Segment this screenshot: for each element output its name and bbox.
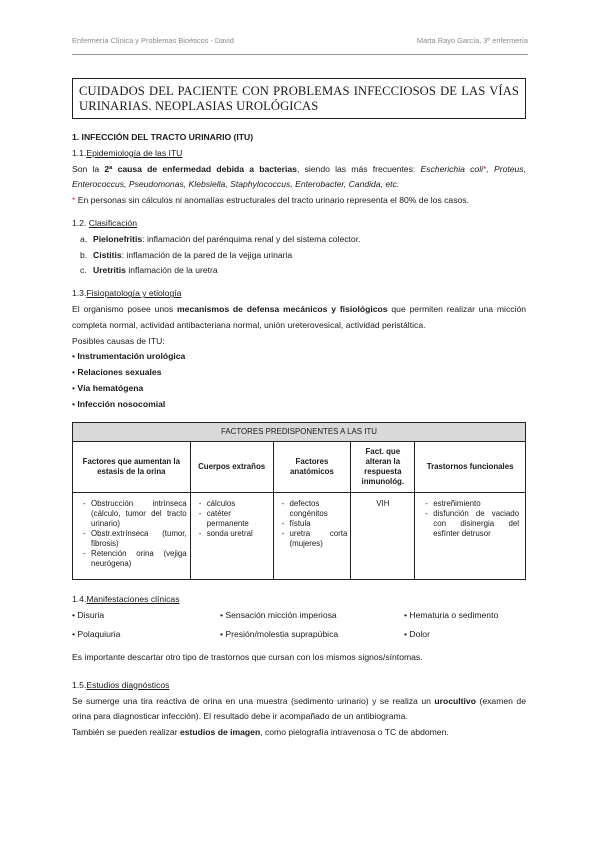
list-item	[72, 397, 526, 413]
cell-item	[282, 519, 348, 529]
dash-marker: -	[425, 498, 428, 508]
subsection-classification	[72, 216, 526, 232]
diagnostics-paragraph-2	[72, 725, 526, 741]
manifestation-label: Dolor	[409, 629, 430, 640]
manifestation-item	[220, 627, 404, 643]
column-header: Trastornos funcionales	[415, 441, 526, 492]
manifestation-item	[404, 627, 526, 643]
bullet-icon: •	[72, 629, 76, 640]
list-item	[72, 381, 526, 397]
text-run: También se pueden realizar	[72, 727, 180, 738]
dash-marker: -	[83, 528, 86, 538]
bullet-icon: •	[72, 351, 76, 362]
subsection-label: Manifestaciones clínicas	[86, 593, 180, 604]
description: inflamación de la uretra	[125, 265, 218, 276]
causes-intro: Posibles causas de ITU:	[72, 335, 165, 346]
spacer	[72, 209, 526, 216]
dash-marker: -	[198, 528, 202, 538]
table-title: FACTORES PREDISPONENTES A LAS ITU	[73, 422, 526, 441]
term: Uretritis	[93, 265, 126, 276]
text-run: Son la	[72, 163, 105, 174]
manifestation-label: Presión/molestia suprapúbica	[225, 629, 339, 640]
document-title	[72, 78, 526, 119]
description: : inflamación de la pared de la vejiga urinaria	[121, 249, 293, 260]
bullet-icon: •	[72, 367, 76, 378]
cell-text: uretra corta (mujeres)	[289, 528, 348, 548]
list-marker: b.	[80, 249, 88, 260]
cell-text: Obstrucción intrínseca (cálculo, tumor del tracto urinario)	[91, 498, 187, 528]
cell-item	[199, 499, 270, 509]
cell-text: catéter permanente	[206, 508, 249, 528]
spacer	[72, 666, 526, 678]
table-title-row	[73, 422, 526, 441]
bullet-icon: •	[404, 629, 408, 640]
bullet-icon: •	[220, 629, 224, 640]
spacer	[72, 580, 526, 592]
dash-marker: -	[281, 528, 285, 538]
cell-text: Obstr.extrínseca (tumor, fibrosis)	[91, 528, 187, 548]
spacer	[72, 279, 526, 286]
subsection-label: Epidemiología de las ITU	[86, 147, 183, 158]
dash-marker: -	[198, 498, 202, 508]
list-item	[72, 349, 526, 365]
text-run: Se sumerge una tira reactiva de orina en una muestra (sedimento urinario) y se realiza un	[72, 695, 435, 706]
predisposing-factors-table	[72, 422, 526, 580]
italic-run: Escherichia coli	[420, 163, 484, 174]
manifestation-label: Sensación micción imperiosa	[225, 610, 337, 621]
bullet-icon: •	[72, 610, 76, 621]
subsection-label: Estudios diagnósticos	[86, 679, 170, 690]
list-item	[72, 248, 526, 264]
table-cell: VIH	[351, 492, 415, 579]
manifestation-item	[72, 627, 220, 643]
text-run: que permiten realizar una micción completa normal, actividad antibacteriana normal, unión ureterovesical, actividad peristáltica.	[72, 303, 527, 330]
column-header: Fact. que alteran la respuesta inmunológ.	[351, 441, 415, 492]
cell-text: fístula	[289, 518, 311, 528]
subsection-physiopathology	[72, 286, 526, 302]
bullet-icon: •	[72, 382, 76, 393]
classification-list	[72, 232, 526, 279]
manifestation-item	[404, 608, 526, 624]
physiopathology-paragraph	[72, 302, 526, 334]
bullet-icon: •	[72, 398, 76, 409]
list-marker: a.	[80, 233, 88, 244]
table-row	[73, 492, 526, 579]
subsection-epidemiology	[72, 146, 526, 162]
section-heading: 1. INFECCIÓN DEL TRACTO URINARIO (ITU)	[72, 132, 254, 142]
subsection-number: 1.4.	[72, 593, 87, 604]
text-run: El organismo posee unos	[72, 303, 178, 314]
cell-item	[199, 529, 270, 539]
term: Pielonefritis	[93, 233, 143, 244]
table-cell	[73, 492, 191, 579]
bold-run: 2ª causa de enfermedad debida a bacterias	[104, 163, 297, 174]
cell-item	[83, 499, 187, 529]
list-item	[72, 232, 526, 248]
dash-marker: -	[198, 508, 202, 518]
cell-text: cálculos	[206, 498, 236, 508]
list-item	[72, 365, 526, 381]
column-header: Cuerpos extraños	[190, 441, 273, 492]
manifestation-item	[72, 608, 220, 624]
epidemiology-paragraph	[72, 162, 526, 194]
column-header: Factores que aumentan la estasis de la orina	[73, 441, 191, 492]
cell-text: disfunción de vaciado con disinergia del esfínter detrusor	[433, 508, 519, 538]
cell-text: defectos congénitos	[289, 498, 328, 518]
spacer	[72, 643, 526, 650]
subsection-number: 1.1.	[72, 147, 87, 158]
manifestation-label: Hematuria o sedimento	[409, 610, 499, 621]
dash-marker: -	[83, 498, 86, 508]
italic-run: , Proteus, Enterococcus, Pseudomonas, Klebsiella, Staphylococcus, Enterobacter, Candida, etc.	[72, 163, 526, 190]
causes-list	[72, 349, 526, 412]
bullet-icon: •	[404, 610, 408, 621]
manifestations-note: Es importante descartar otro tipo de trastornos que cursan con los mismos signos/síntomas.	[72, 651, 423, 662]
epidemiology-note	[72, 193, 526, 209]
document-body	[72, 130, 526, 741]
text-run: , como pielografía intravenosa o TC de abdomen.	[260, 727, 449, 738]
bold-run: urocultivo	[434, 695, 476, 706]
header-right: Marta Rayo García, 3º enfermería	[416, 36, 528, 45]
cell-item	[199, 509, 270, 529]
page-header	[72, 36, 528, 48]
text-run: , siendo las más frecuentes:	[296, 163, 421, 174]
subsection-label: Clasificación	[88, 217, 137, 228]
cell-text: estreñimiento	[433, 498, 481, 508]
cell-item	[425, 499, 519, 509]
manifestation-label: Disuria	[77, 610, 105, 621]
cell-text: sonda uretral	[206, 528, 253, 538]
note-text: En personas sin cálculos ni anomalías estructurales del tracto urinario representa el 80% de los casos.	[75, 195, 469, 206]
text-run: (examen de orina para diagnosticar infección). El resultado debe ir acompañado de un antibiograma.	[72, 695, 526, 722]
title-text: CUIDADOS DEL PACIENTE CON PROBLEMAS INFECCIOSOS DE LAS VÍAS URINARIAS. NEOPLASIAS UROLÓGICAS	[79, 84, 519, 113]
dash-marker: -	[281, 498, 285, 508]
list-marker: c.	[80, 265, 87, 276]
table-cell	[190, 492, 273, 579]
bold-run: estudios de imagen	[179, 727, 261, 738]
cause-label: Instrumentación urológica	[77, 351, 186, 362]
header-rule	[72, 54, 528, 55]
manifestation-item	[220, 608, 404, 624]
list-item	[72, 263, 526, 279]
diagnostics-paragraph	[72, 694, 526, 726]
term: Cistitis	[93, 249, 122, 260]
cause-label: Vía hematógena	[77, 382, 144, 393]
cell-item	[425, 509, 519, 539]
subsection-label: Fisiopatología y etiología	[86, 288, 182, 299]
table-header-row	[73, 441, 526, 492]
description: : inflamación del parénquima renal y del sistema colector.	[142, 233, 361, 244]
subsection-number: 1.2.	[72, 217, 87, 228]
asterisk-mark: *	[72, 195, 76, 206]
subsection-manifestations	[72, 592, 526, 608]
dash-marker: -	[425, 508, 428, 518]
manifestation-label: Polaquiuria	[77, 629, 121, 640]
bullet-icon: •	[220, 610, 224, 621]
dash-marker: -	[281, 518, 285, 528]
asterisk-mark: *	[483, 163, 487, 174]
header-left: Enfermería Clínica y Problemas Bioéticos - David	[72, 36, 234, 45]
subsection-number: 1.3.	[72, 288, 87, 299]
cell-text: Retención orina (vejiga neurógena)	[91, 548, 187, 568]
cause-label: Relaciones sexuales	[77, 367, 162, 378]
subsection-diagnostics	[72, 678, 526, 694]
dash-marker: -	[83, 548, 86, 558]
subsection-number: 1.5.	[72, 679, 87, 690]
cell-item	[83, 549, 187, 569]
table-cell	[415, 492, 526, 579]
cell-item	[83, 529, 187, 549]
manifestations-grid	[72, 608, 526, 643]
cell-item	[282, 499, 348, 519]
table-cell	[273, 492, 351, 579]
column-header: Factores anatómicos	[273, 441, 351, 492]
bold-run: mecanismos de defensa mecánicos y fisiológicos	[177, 303, 388, 314]
cell-item	[282, 529, 348, 549]
cause-label: Infección nosocomial	[77, 398, 166, 409]
